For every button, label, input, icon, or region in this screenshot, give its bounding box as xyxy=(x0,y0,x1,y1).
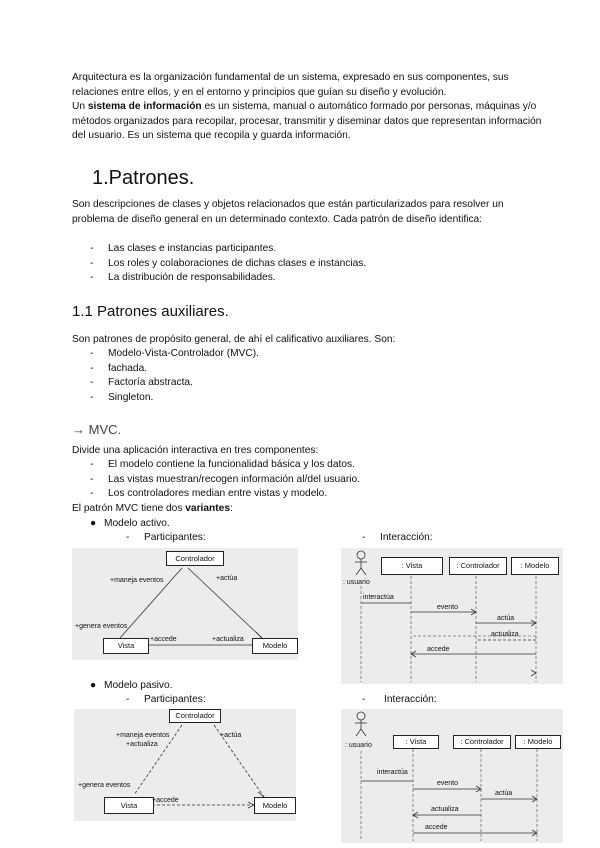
active-participants-label: Participantes: xyxy=(144,532,206,543)
evento-label: evento xyxy=(437,604,459,611)
list-item: - Los controladores median entre vistas y modelo. xyxy=(72,487,360,502)
variants-post: : xyxy=(230,503,233,514)
passive-interaction-label: Interacción: xyxy=(384,694,437,705)
intro-text-pre: Un xyxy=(72,101,88,112)
list-item: - El modelo contiene la funcionalidad básica y los datos. xyxy=(72,458,360,473)
bullet-dot-icon: ● xyxy=(90,518,97,529)
passive-participants-diagram xyxy=(74,709,296,821)
section-1-1-description: Son patrones de propósito general, de ahí el calificativo auxiliares. Son: xyxy=(72,334,396,345)
list-item: - Factoría abstracta. xyxy=(72,376,259,391)
vista-box: Vista xyxy=(104,797,154,814)
actualiza-msg-label: actualiza xyxy=(491,631,519,638)
passive-model-label: Modelo pasivo. xyxy=(104,680,173,691)
bullet-dot-icon: ● xyxy=(90,680,97,691)
usuario-label: : usuario xyxy=(343,579,370,586)
active-interaction-heading: - Interacción: xyxy=(362,532,433,543)
accede-label: +accede xyxy=(152,797,179,804)
accede-msg-label: accede xyxy=(425,824,448,831)
actua-msg-label: actúa xyxy=(497,615,515,622)
active-participants-diagram xyxy=(72,548,298,660)
section-1-description: Son descripciones de clases y objetos relacionados que están particularizados para resolver un problema de diseño general en un determinado contexto. Cada patrón de diseño identifica: xyxy=(72,199,504,225)
intro-paragraph-2 xyxy=(72,100,542,144)
intro-text-post: es un sistema, manual o automático formado por personas, máquinas y/o métodos organizados para recopilar, procesar, transmitir y diseminar datos que representan información del usuario. Es un sistema que recopila y guarda información. xyxy=(72,101,542,141)
modelo-box: Modelo xyxy=(254,797,296,814)
active-interaction-label: Interacción: xyxy=(380,532,433,543)
intro-bold-term: sistema de información xyxy=(87,101,202,112)
active-model-bullet xyxy=(90,517,170,531)
section-1-title: 1.Patrones. xyxy=(92,167,195,189)
variants-pre: El patrón MVC tiene dos xyxy=(72,503,186,514)
active-participants-heading: - Participantes: xyxy=(126,532,206,543)
list-item: - Singleton. xyxy=(72,391,259,406)
usuario-label: : usuario xyxy=(345,742,372,749)
maneja-eventos-label: +maneja eventos xyxy=(116,732,170,739)
variants-bold: variantes xyxy=(185,503,231,514)
genera-eventos-label: +genera eventos xyxy=(75,623,128,630)
maneja-eventos-label: +maneja eventos xyxy=(110,577,164,584)
accede-label: +accede xyxy=(150,636,177,643)
actua-msg-label: actúa xyxy=(495,790,513,797)
section-1-1-title: 1.1 Patrones auxiliares. xyxy=(72,303,229,320)
list-item: - fachada. xyxy=(72,362,259,377)
passive-participants-heading: - Participantes: xyxy=(126,694,206,705)
interactua-label: interactúa xyxy=(377,769,408,776)
actualiza-controlador-label: +actualiza xyxy=(126,741,158,748)
passive-participants-label: Participantes: xyxy=(144,694,206,705)
actua-label: +actúa xyxy=(216,575,238,582)
modelo-lifeline-box: : Modelo xyxy=(511,557,559,575)
section-1-1-list xyxy=(72,347,259,405)
active-interaction-diagram xyxy=(341,548,563,684)
genera-eventos-label: +genera eventos xyxy=(78,782,131,789)
modelo-lifeline-box: : Modelo xyxy=(515,735,561,749)
modelo-box: Modelo xyxy=(252,638,298,654)
section-1-list xyxy=(72,242,366,286)
controlador-box: Controlador xyxy=(169,709,221,723)
mvc-title: → MVC. xyxy=(72,422,122,437)
active-model-label: Modelo activo. xyxy=(104,518,170,529)
mvc-variants-line xyxy=(72,502,542,517)
vista-box: Vista xyxy=(103,638,149,654)
mvc-description: Divide una aplicación interactiva en tres componentes: xyxy=(72,445,319,456)
accede-msg-label: accede xyxy=(427,646,450,653)
passive-interaction-lines xyxy=(341,709,563,843)
intro-paragraph-1: Arquitectura es la organización fundamental de un sistema, expresado en sus componentes, sus relaciones entre ellos, y en el entorno y principios que guían su diseño y evolución. xyxy=(72,72,509,98)
actualiza-msg-label: actualiza xyxy=(431,806,459,813)
mvc-list xyxy=(72,458,360,502)
list-item: - Las clases e instancias participantes. xyxy=(72,242,366,257)
passive-interaction-heading: - Interacción: xyxy=(362,694,437,705)
passive-model-bullet xyxy=(90,679,173,693)
list-item: - Modelo-Vista-Controlador (MVC). xyxy=(72,347,259,362)
controlador-lifeline-box: : Controlador xyxy=(453,735,511,749)
interactua-label: interactúa xyxy=(363,594,394,601)
controlador-box: Controlador xyxy=(166,551,224,566)
passive-interaction-diagram xyxy=(341,709,563,843)
controlador-lifeline-box: : Controlador xyxy=(449,557,507,575)
vista-lifeline-box: : Vista xyxy=(381,557,443,575)
actua-label: +actúa xyxy=(220,732,242,739)
actualiza-label: +actualiza xyxy=(212,636,244,643)
vista-lifeline-box: : Vista xyxy=(393,735,439,749)
list-item: - Los roles y colaboraciones de dichas clases e instancias. xyxy=(72,257,366,272)
list-item: - La distribución de responsabilidades. xyxy=(72,271,366,286)
evento-label: evento xyxy=(437,780,459,787)
list-item: - Las vistas muestran/recogen información al/del usuario. xyxy=(72,473,360,488)
